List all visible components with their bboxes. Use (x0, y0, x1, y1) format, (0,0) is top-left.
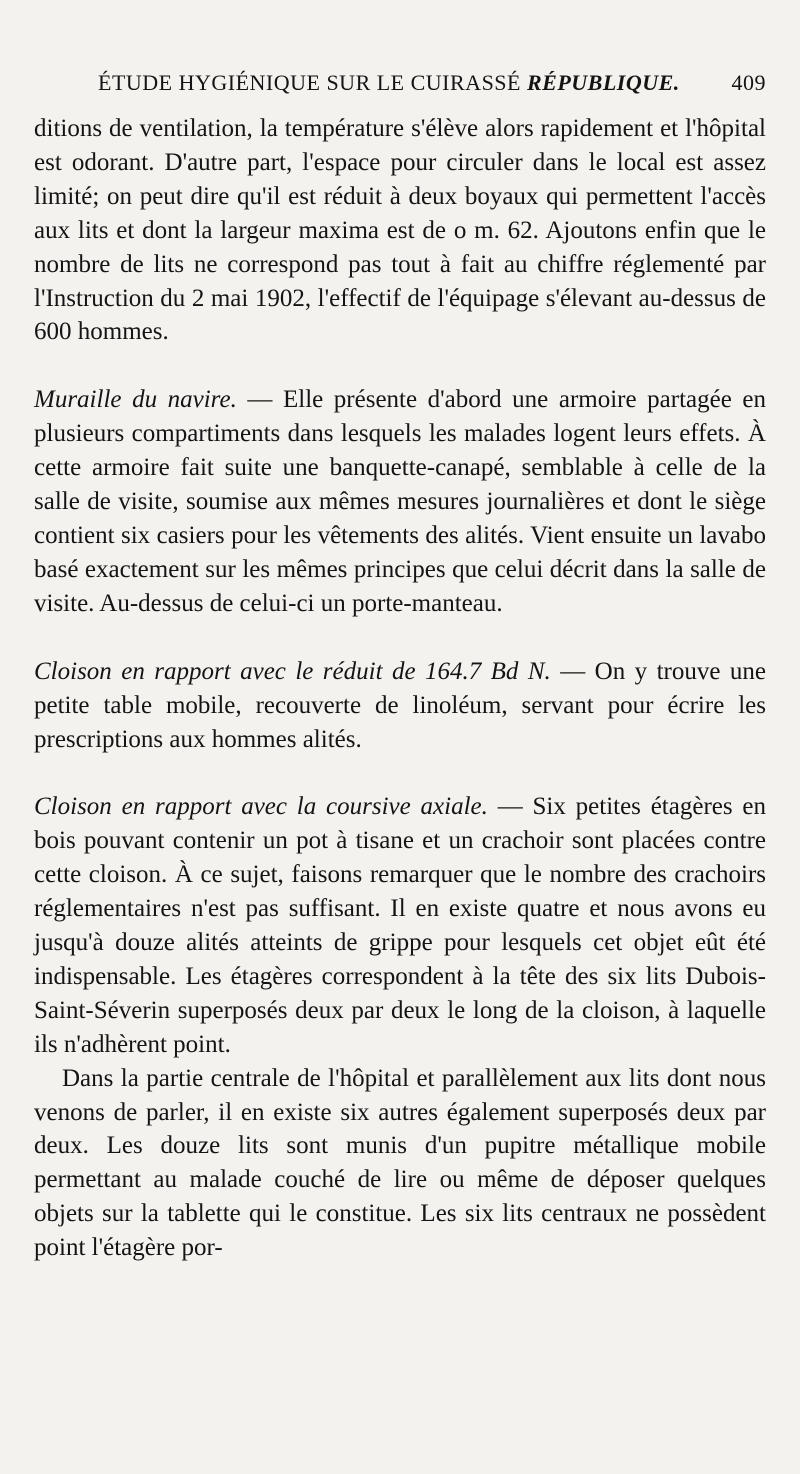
section-lead: Muraille du navire. (34, 386, 237, 414)
paragraph-text: ditions de ventilation, la température s'élève alors rapidement et l'hôpital est odorant. D'autre part, l'espace pour circuler dans le local est assez limité; on peut dire qu'il est réduit à deux boyaux qui permettent l'accès aux lits et dont la largeur maxima est de o m. 62. Ajoutons enfin que le nombre de lits ne correspond pas tout à fait au chiffre réglementé par l'Instruction du 2 mai 1902, l'effectif de l'équipage s'élevant au-dessus de 600 hommes. (34, 115, 766, 346)
paragraph-gap (34, 621, 766, 655)
running-header (34, 62, 766, 102)
running-title-italic: RÉPUBLIQUE. (526, 70, 680, 95)
page-number: 409 (731, 70, 766, 95)
paragraph-ventilation (34, 112, 766, 349)
section-lead: Cloison en rapport avec le réduit de 164.7 Bd N. (34, 657, 551, 685)
book-page (34, 0, 766, 1474)
page-body (34, 112, 766, 1265)
paragraph-muraille (34, 383, 766, 620)
section-lead: Cloison en rapport avec la coursive axiale. (34, 793, 488, 821)
paragraph-cloison-coursive (34, 790, 766, 1061)
paragraph-text: Dans la partie centrale de l'hôpital et parallèlement aux lits dont nous venons de parler, il en existe six autres également superposés deux par deux. Les douze lits sont munis d'un pupitre métallique mobile permettant au malade couché de lire ou même de déposer quelques objets sur la tablette qui le constitue. Les six lits centraux ne possèdent point l'étagère por- (34, 1064, 766, 1262)
paragraph-cloison-reduit (34, 655, 766, 757)
paragraph-gap (34, 756, 766, 790)
running-title (98, 70, 680, 96)
paragraph-text: — Elle présente d'abord une armoire partagée en plusieurs compartiments dans lesquels les malades logent leurs effets. À cette armoire fait suite une banquette-canapé, semblable à celle de la salle de visite, soumise aux mêmes mesures journalières et dont le siège contient six casiers pour les vêtements des alités. Vient ensuite un lavabo basé exactement sur les mêmes principes que celui décrit dans la salle de visite. Au-dessus de celui-ci un porte-manteau. (34, 386, 766, 617)
paragraph-partie-centrale (34, 1062, 766, 1265)
paragraph-text: — On y trouve une petite table mobile, recouverte de linoléum, servant pour écrire les prescriptions aux hommes alités. (34, 657, 766, 753)
paragraph-text: — Six petites étagères en bois pouvant contenir un pot à tisane et un crachoir sont placées contre cette cloison. À ce sujet, faisons remarquer que le nombre des crachoirs réglementaires n'est pas suffisant. Il en existe quatre et nous avons eu jusqu'à douze alités atteints de grippe pour lesquels cet objet eût été indispensable. Les étagères correspondent à la tête des six lits Dubois-Saint-Séverin superposés deux par deux le long de la cloison, à laquelle ils n'adhèrent point. (34, 793, 766, 1058)
running-title-plain: ÉTUDE HYGIÉNIQUE SUR LE CUIRASSÉ (98, 70, 527, 95)
paragraph-gap (34, 349, 766, 383)
